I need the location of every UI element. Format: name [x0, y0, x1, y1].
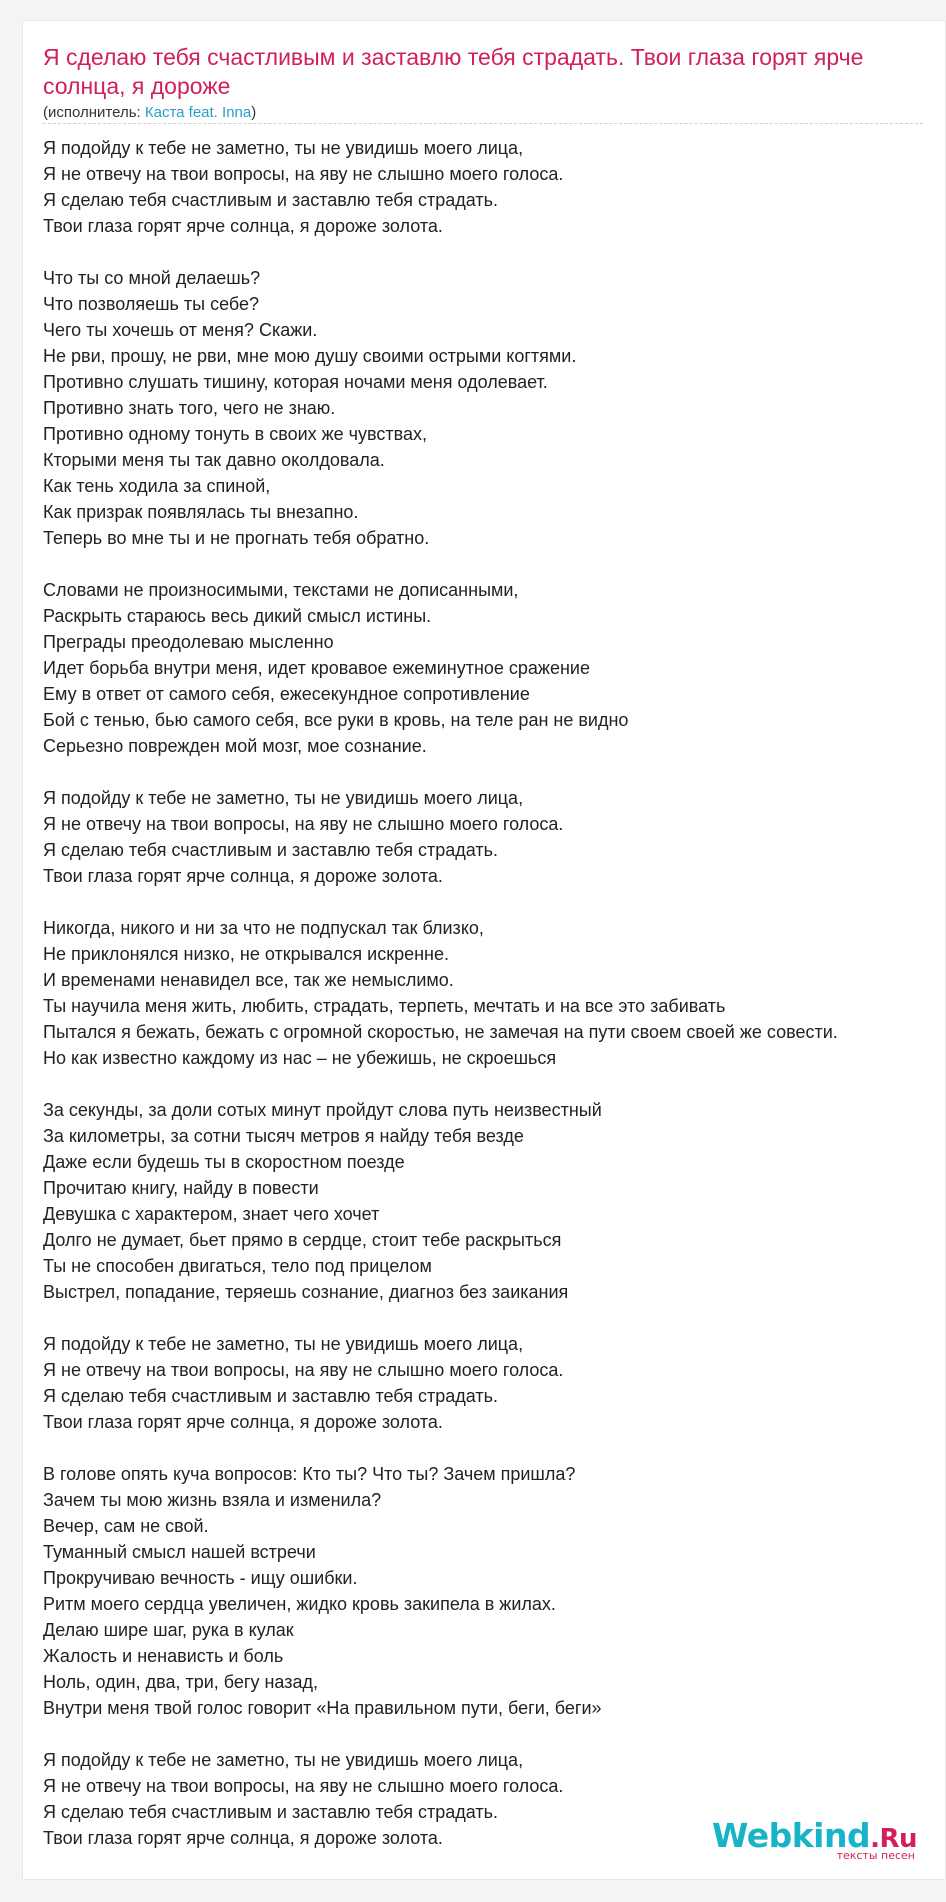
lyrics-line: Жалость и ненависть и боль	[43, 1646, 284, 1666]
lyrics-line: Пытался я бежать, бежать с огромной скоростью, не замечая на пути своем своей же совести.	[43, 1022, 838, 1042]
lyrics-line: Внутри меня твой голос говорит «На правильном пути, беги, беги»	[43, 1698, 602, 1718]
lyrics-line: Ритм моего сердца увеличен, жидко кровь закипела в жилах.	[43, 1594, 556, 1614]
site-logo[interactable]	[711, 1816, 917, 1862]
lyrics-stanza	[43, 1097, 946, 1305]
lyrics-line: Прочитаю книгу, найду в повести	[43, 1178, 319, 1198]
lyrics-line: Ты не способен двигаться, тело под прицелом	[43, 1256, 432, 1276]
song-title: Я сделаю тебя счастливым и заставлю тебя страдать. Твои глаза горят ярче солнца, я дороже	[43, 44, 864, 99]
lyrics-line: Я сделаю тебя счастливым и заставлю тебя страдать.	[43, 190, 498, 210]
logo-tagline: тексты песен	[836, 1849, 915, 1862]
lyrics-line: Чего ты хочешь от меня? Скажи.	[43, 320, 318, 340]
lyrics-line: Теперь во мне ты и не прогнать тебя обратно.	[43, 528, 430, 548]
lyrics-line: Ты научила меня жить, любить, страдать, терпеть, мечтать и на все это забивать	[43, 996, 726, 1016]
lyrics-line: Я подойду к тебе не заметно, ты не увидишь моего лица,	[43, 1750, 524, 1770]
lyrics-line: Твои глаза горят ярче солнца, я дороже золота.	[43, 1828, 443, 1848]
performer-link[interactable]: Каста feat. Inna	[144, 104, 252, 121]
lyrics-line: Вечер, сам не свой.	[43, 1516, 209, 1536]
lyrics-line: Преграды преодолеваю мысленно	[43, 632, 334, 652]
lyrics-stanza	[43, 915, 946, 1071]
lyrics-line: Не приклонялся низко, не открывался искренне.	[43, 944, 449, 964]
lyrics-line: Как призрак появлялась ты внезапно.	[43, 502, 359, 522]
lyrics-stanza	[43, 785, 946, 889]
lyrics-line: Я не отвечу на твои вопросы, на яву не слышно моего голоса.	[43, 164, 564, 184]
lyrics-body	[43, 135, 946, 1877]
lyrics-card	[22, 20, 946, 1880]
lyrics-line: Я не отвечу на твои вопросы, на яву не слышно моего голоса.	[43, 814, 564, 834]
lyrics-stanza	[43, 265, 946, 551]
lyrics-line: Выстрел, попадание, теряешь сознание, диагноз без заикания	[43, 1282, 569, 1302]
divider	[43, 123, 923, 124]
lyrics-line: Я сделаю тебя счастливым и заставлю тебя страдать.	[43, 1386, 498, 1406]
lyrics-line: И временами ненавидел все, так же немыслимо.	[43, 970, 454, 990]
performer-line	[43, 104, 256, 122]
lyrics-line: Что ты со мной делаешь?	[43, 268, 261, 288]
lyrics-line: Долго не думает, бьет прямо в сердце, стоит тебе раскрыться	[43, 1230, 562, 1250]
lyrics-stanza	[43, 1461, 946, 1721]
lyrics-line: Твои глаза горят ярче солнца, я дороже золота.	[43, 216, 443, 236]
logo-main: Webkind	[711, 1816, 871, 1855]
lyrics-line: Идет борьба внутри меня, идет кровавое ежеминутное сражение	[43, 658, 590, 678]
lyrics-line: Противно слушать тишину, которая ночами меня одолевает.	[43, 372, 548, 392]
lyrics-line: Прокручиваю вечность - ищу ошибки.	[43, 1568, 358, 1588]
lyrics-line: Ему в ответ от самого себя, ежесекундное сопротивление	[43, 684, 530, 704]
lyrics-line: Я сделаю тебя счастливым и заставлю тебя страдать.	[43, 840, 498, 860]
lyrics-line: Делаю шире шаг, рука в кулак	[43, 1620, 294, 1640]
lyrics-line: Бой с тенью, бью самого себя, все руки в кровь, на теле ран не видно	[43, 710, 629, 730]
lyrics-line: Я сделаю тебя счастливым и заставлю тебя страдать.	[43, 1802, 498, 1822]
lyrics-line: Девушка с характером, знает чего хочет	[43, 1204, 380, 1224]
lyrics-line: За километры, за сотни тысяч метров я найду тебя везде	[43, 1126, 524, 1146]
lyrics-line: Даже если будешь ты в скоростном поезде	[43, 1152, 405, 1172]
logo-tld: .Ru	[870, 1824, 917, 1854]
performer-suffix: )	[251, 104, 257, 121]
lyrics-line: Я подойду к тебе не заметно, ты не увидишь моего лица,	[43, 1334, 524, 1354]
lyrics-line: Раскрыть стараюсь весь дикий смысл истины.	[43, 606, 432, 626]
lyrics-stanza	[43, 1331, 946, 1435]
lyrics-line: В голове опять куча вопросов: Кто ты? Что ты? Зачем пришла?	[43, 1464, 576, 1484]
lyrics-line: Я подойду к тебе не заметно, ты не увидишь моего лица,	[43, 788, 524, 808]
lyrics-line: Зачем ты мою жизнь взяла и изменила?	[43, 1490, 382, 1510]
lyrics-line: Противно знать того, чего не знаю.	[43, 398, 336, 418]
lyrics-line: Никогда, никого и ни за что не подпускал так близко,	[43, 918, 484, 938]
lyrics-line: Что позволяешь ты себе?	[43, 294, 260, 314]
lyrics-line: Туманный смысл нашей встречи	[43, 1542, 316, 1562]
lyrics-line: Я не отвечу на твои вопросы, на яву не слышно моего голоса.	[43, 1360, 564, 1380]
lyrics-line: Но как известно каждому из нас – не убежишь, не скроешься	[43, 1048, 557, 1068]
lyrics-line: Кторыми меня ты так давно околдовала.	[43, 450, 385, 470]
lyrics-line: Твои глаза горят ярче солнца, я дороже золота.	[43, 866, 443, 886]
performer-prefix: (исполнитель:	[43, 104, 145, 121]
lyrics-line: Не рви, прошу, не рви, мне мою душу своими острыми когтями.	[43, 346, 577, 366]
lyrics-line: Словами не произносимыми, текстами не дописанными,	[43, 580, 519, 600]
lyrics-stanza	[43, 135, 946, 239]
lyrics-line: Противно одному тонуть в своих же чувствах,	[43, 424, 428, 444]
lyrics-line: Я подойду к тебе не заметно, ты не увидишь моего лица,	[43, 138, 524, 158]
lyrics-line: Твои глаза горят ярче солнца, я дороже золота.	[43, 1412, 443, 1432]
lyrics-line: За секунды, за доли сотых минут пройдут слова путь неизвестный	[43, 1100, 602, 1120]
lyrics-line: Серьезно поврежден мой мозг, мое сознание.	[43, 736, 427, 756]
lyrics-line: Как тень ходила за спиной,	[43, 476, 271, 496]
lyrics-line: Я не отвечу на твои вопросы, на яву не слышно моего голоса.	[43, 1776, 564, 1796]
lyrics-stanza	[43, 577, 946, 759]
lyrics-line: Ноль, один, два, три, бегу назад,	[43, 1672, 319, 1692]
